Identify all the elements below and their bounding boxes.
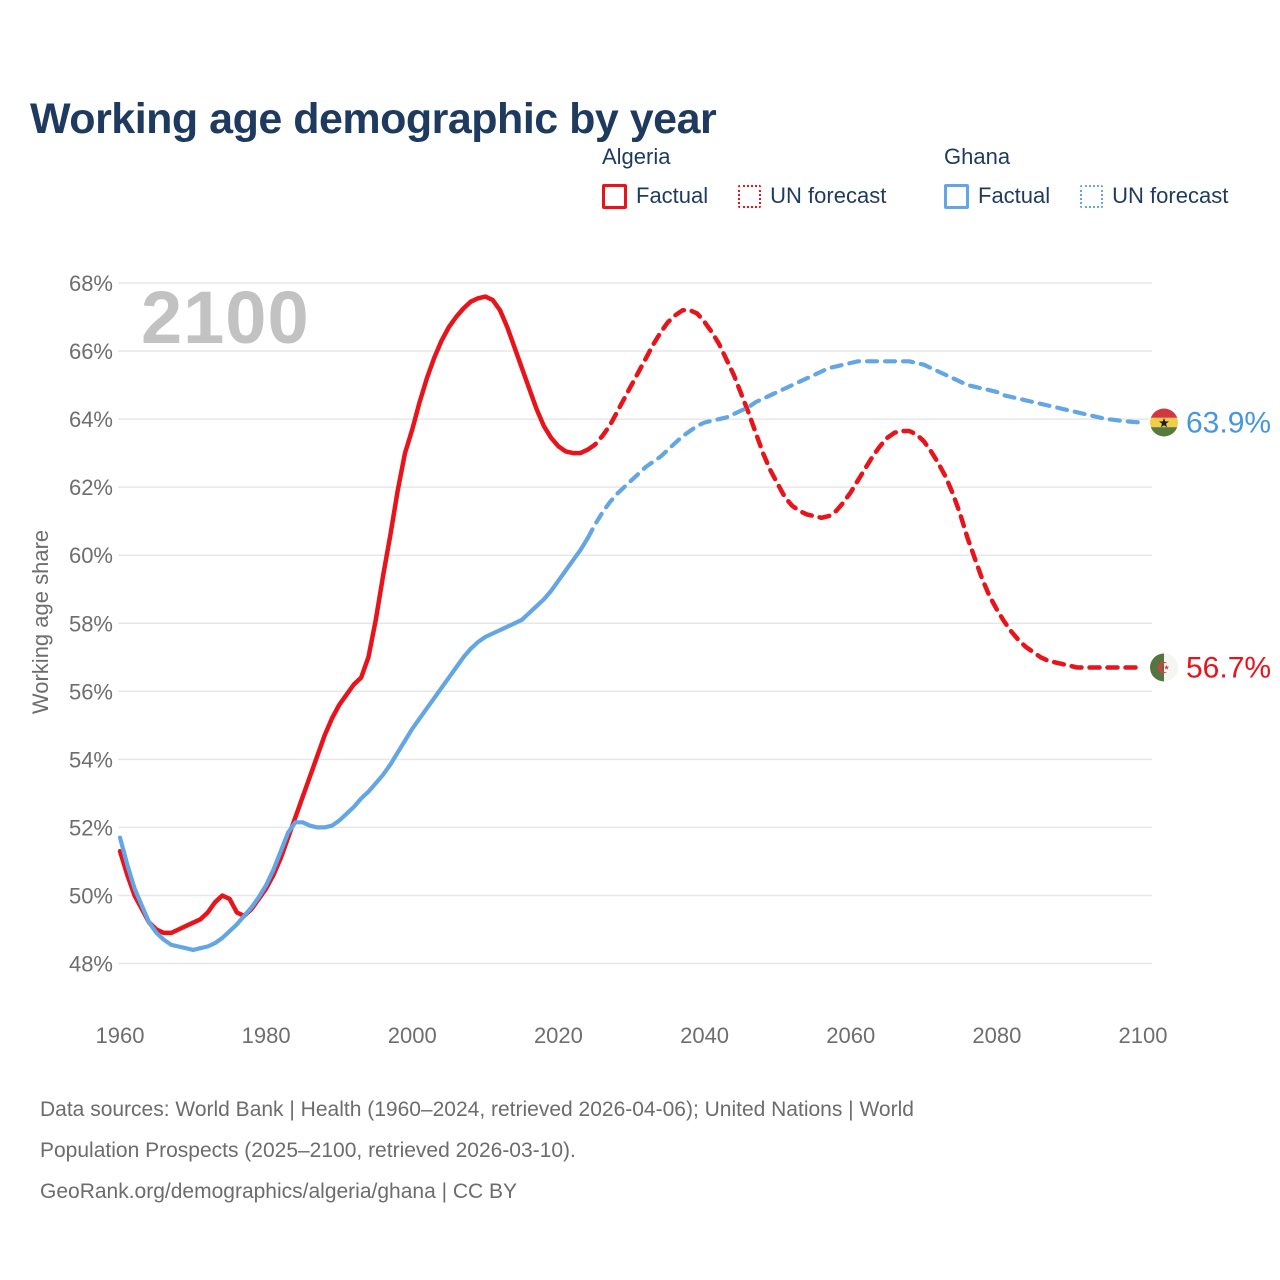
- legend-country-label: Ghana: [944, 144, 1011, 169]
- x-tick-label: 1980: [241, 1023, 291, 1048]
- ghana-forecast-swatch-icon: [1080, 185, 1103, 208]
- algeria-flag-icon: [1149, 652, 1180, 683]
- ghana-factual-line[interactable]: [120, 538, 588, 950]
- legend-group-algeria: [602, 144, 886, 209]
- y-tick-label: 62%: [68, 475, 113, 501]
- y-tick-label: 56%: [68, 679, 113, 705]
- ghana-flag-icon: [1149, 407, 1180, 438]
- x-tick-label: 2020: [533, 1023, 583, 1048]
- algeria-factual-swatch-icon: [602, 184, 627, 209]
- y-tick-label: 48%: [68, 951, 113, 977]
- legend-item-ghana-factual[interactable]: [944, 183, 1050, 209]
- x-tick-label: 2060: [826, 1023, 876, 1048]
- algeria-forecast-swatch-icon: [738, 185, 761, 208]
- legend-group-ghana: [944, 144, 1228, 209]
- attribution-line: GeoRank.org/demographics/algeria/ghana | CC BY: [40, 1180, 518, 1203]
- page-title: Working age demographic by year: [30, 94, 717, 143]
- ghana-forecast-line[interactable]: [588, 361, 1143, 538]
- x-tick-label: 2000: [387, 1023, 437, 1048]
- y-axis-title: Working age share: [28, 529, 53, 715]
- legend-country-label: Algeria: [602, 144, 671, 169]
- ghana-factual-swatch-icon: [944, 184, 969, 209]
- y-tick-label: 52%: [68, 815, 113, 841]
- legend-item-label: UN forecast: [1112, 183, 1229, 208]
- hovered-year-watermark: 2100: [141, 276, 310, 359]
- y-tick-label: 50%: [68, 883, 113, 909]
- y-tick-label: 58%: [68, 611, 113, 637]
- ghana-end-value-label: 63.9%: [1186, 406, 1272, 440]
- x-tick-label: 1960: [95, 1023, 145, 1048]
- algeria-factual-line[interactable]: [120, 297, 588, 933]
- y-tick-label: 54%: [68, 747, 113, 773]
- y-tick-label: 66%: [68, 339, 113, 365]
- source-line: Population Prospects (2025–2100, retrieved 2026-03-10).: [40, 1139, 576, 1162]
- y-tick-label: 64%: [68, 407, 113, 433]
- y-tick-label: 60%: [68, 543, 113, 569]
- legend-item-ghana-forecast[interactable]: [1080, 183, 1228, 209]
- algeria-forecast-line[interactable]: [588, 310, 1143, 667]
- x-tick-label: 2080: [972, 1023, 1022, 1048]
- data-sources-note: [40, 1089, 914, 1212]
- x-tick-label: 2100: [1118, 1023, 1168, 1048]
- source-line: Data sources: World Bank | Health (1960–2024, retrieved 2026-04-06); United Nations | World: [40, 1098, 914, 1121]
- legend-item-algeria-factual[interactable]: [602, 183, 708, 209]
- algeria-end-value-label: 56.7%: [1186, 651, 1272, 685]
- y-tick-label: 68%: [68, 271, 113, 296]
- legend-item-algeria-forecast[interactable]: [738, 183, 886, 209]
- legend-item-label: Factual: [636, 183, 709, 208]
- legend-item-label: Factual: [978, 183, 1051, 208]
- x-tick-label: 2040: [680, 1023, 730, 1048]
- legend-item-label: UN forecast: [770, 183, 887, 208]
